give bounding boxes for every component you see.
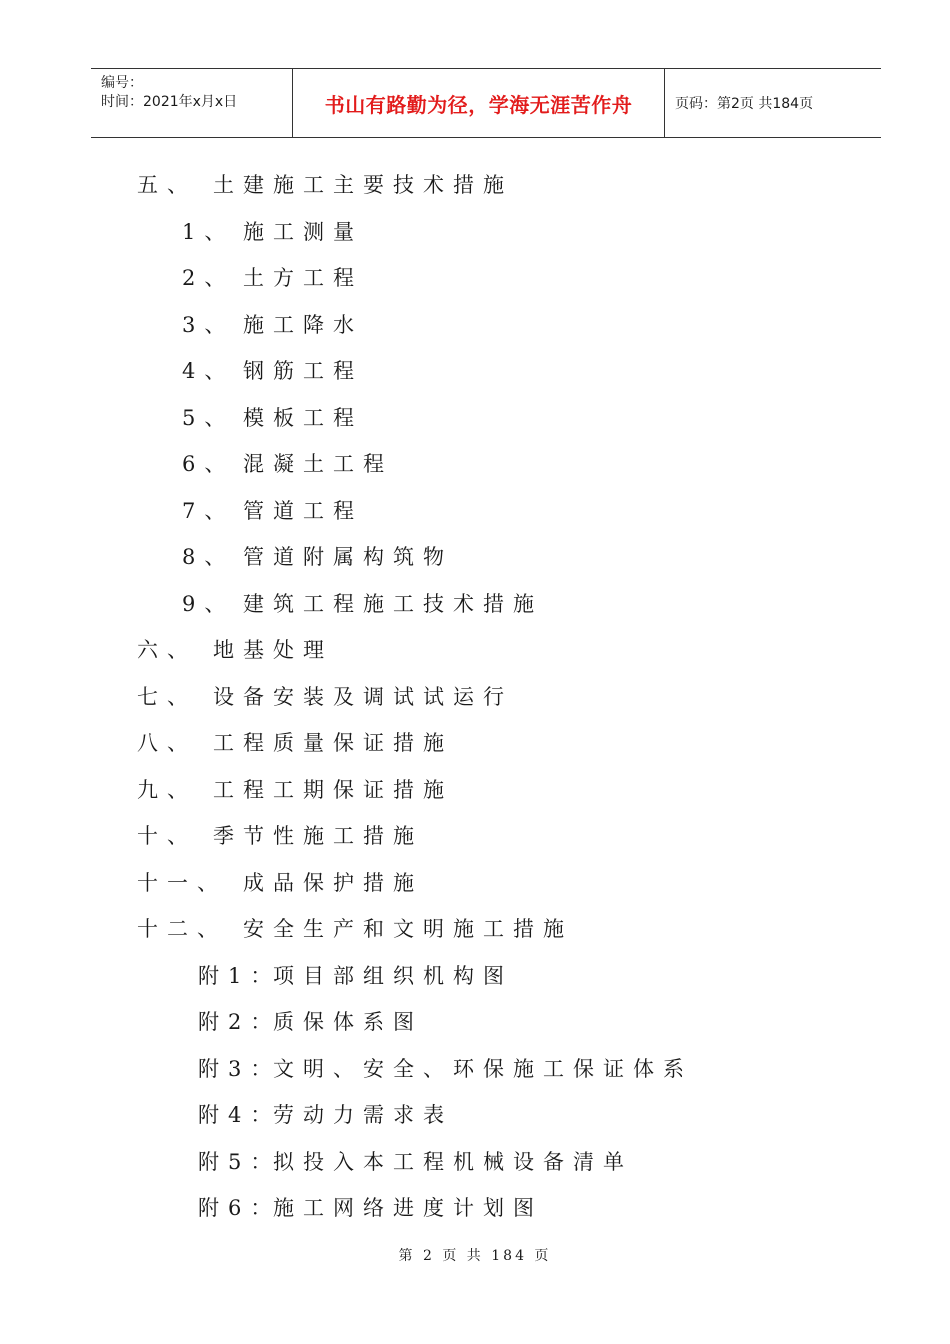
toc-item-number: 附3： bbox=[198, 1056, 281, 1081]
toc-item-title: 工程质量保证措施 bbox=[213, 731, 453, 755]
toc-item-title: 项目部组织机构图 bbox=[273, 963, 513, 988]
toc-item-number: 附2： bbox=[198, 1010, 281, 1034]
toc-item-number: 六、 bbox=[137, 638, 197, 662]
code-label: 编号： bbox=[101, 75, 143, 91]
toc-item-title: 模板工程 bbox=[243, 405, 363, 430]
toc-item-number: 6、 bbox=[182, 452, 235, 476]
header-page-cell bbox=[665, 69, 881, 137]
toc-item-title: 地基处理 bbox=[213, 638, 333, 662]
toc-item-title: 施工测量 bbox=[243, 219, 363, 244]
toc-item-title: 季节性施工措施 bbox=[213, 824, 423, 848]
toc-item-number: 五、 bbox=[137, 173, 197, 197]
document-header bbox=[91, 68, 881, 138]
toc-item-title: 钢筋工程 bbox=[243, 359, 363, 383]
toc-item-number: 七、 bbox=[137, 684, 197, 709]
toc-item-title: 文明、安全、环保施工保证体系 bbox=[273, 1056, 693, 1081]
toc-item-number: 十一、 bbox=[137, 870, 227, 895]
footer-page-number: 第 2 页 共 184 页 bbox=[398, 1248, 552, 1264]
header-motto-cell bbox=[293, 69, 665, 137]
toc-item-number: 附1： bbox=[198, 963, 281, 988]
toc-item-title: 工程工期保证措施 bbox=[213, 777, 453, 802]
header-motto: 书山有路勤为径，学海无涯苦作舟 bbox=[324, 92, 633, 117]
toc-item-title: 建筑工程施工技术措施 bbox=[243, 591, 543, 616]
toc-item-number: 5、 bbox=[182, 405, 235, 430]
toc-item-number: 4、 bbox=[182, 359, 235, 383]
toc-item-title: 拟投入本工程机械设备清单 bbox=[273, 1149, 633, 1174]
header-page-label: 页码：第2页 共184页 bbox=[675, 96, 814, 112]
toc-item-number: 九、 bbox=[137, 777, 197, 802]
toc-item-title: 土方工程 bbox=[243, 266, 363, 290]
toc-item-number: 附4： bbox=[198, 1103, 281, 1127]
toc-item-number: 附6： bbox=[198, 1196, 281, 1220]
toc-item-number: 8、 bbox=[182, 545, 235, 569]
page-footer bbox=[0, 1245, 950, 1265]
toc-item-number: 八、 bbox=[137, 731, 197, 755]
header-meta-cell bbox=[91, 69, 293, 137]
toc-item-number: 3、 bbox=[182, 312, 235, 337]
toc-item-title: 质保体系图 bbox=[273, 1010, 423, 1034]
toc-item-number: 2、 bbox=[182, 266, 235, 290]
toc-item-title: 施工网络进度计划图 bbox=[273, 1196, 543, 1220]
toc-item-title: 管道工程 bbox=[243, 498, 363, 523]
toc-item-number: 1、 bbox=[182, 219, 235, 244]
toc-item-number: 十、 bbox=[137, 824, 197, 848]
toc-item-number: 7、 bbox=[182, 498, 235, 523]
toc-item-title: 施工降水 bbox=[243, 312, 363, 337]
toc-item-number: 十二、 bbox=[137, 917, 227, 941]
toc-item-title: 土建施工主要技术措施 bbox=[213, 173, 513, 197]
toc-item-title: 管道附属构筑物 bbox=[243, 545, 453, 569]
toc-item-title: 安全生产和文明施工措施 bbox=[243, 917, 573, 941]
time-label: 时间：2021年x月x日 bbox=[101, 94, 238, 110]
toc-item-title: 成品保护措施 bbox=[243, 870, 423, 895]
toc-item-number: 9、 bbox=[182, 591, 235, 616]
toc-item-title: 设备安装及调试试运行 bbox=[213, 684, 513, 709]
toc-item-title: 劳动力需求表 bbox=[273, 1103, 453, 1127]
toc-item-number: 附5： bbox=[198, 1149, 281, 1174]
toc-item-title: 混凝土工程 bbox=[243, 452, 393, 476]
